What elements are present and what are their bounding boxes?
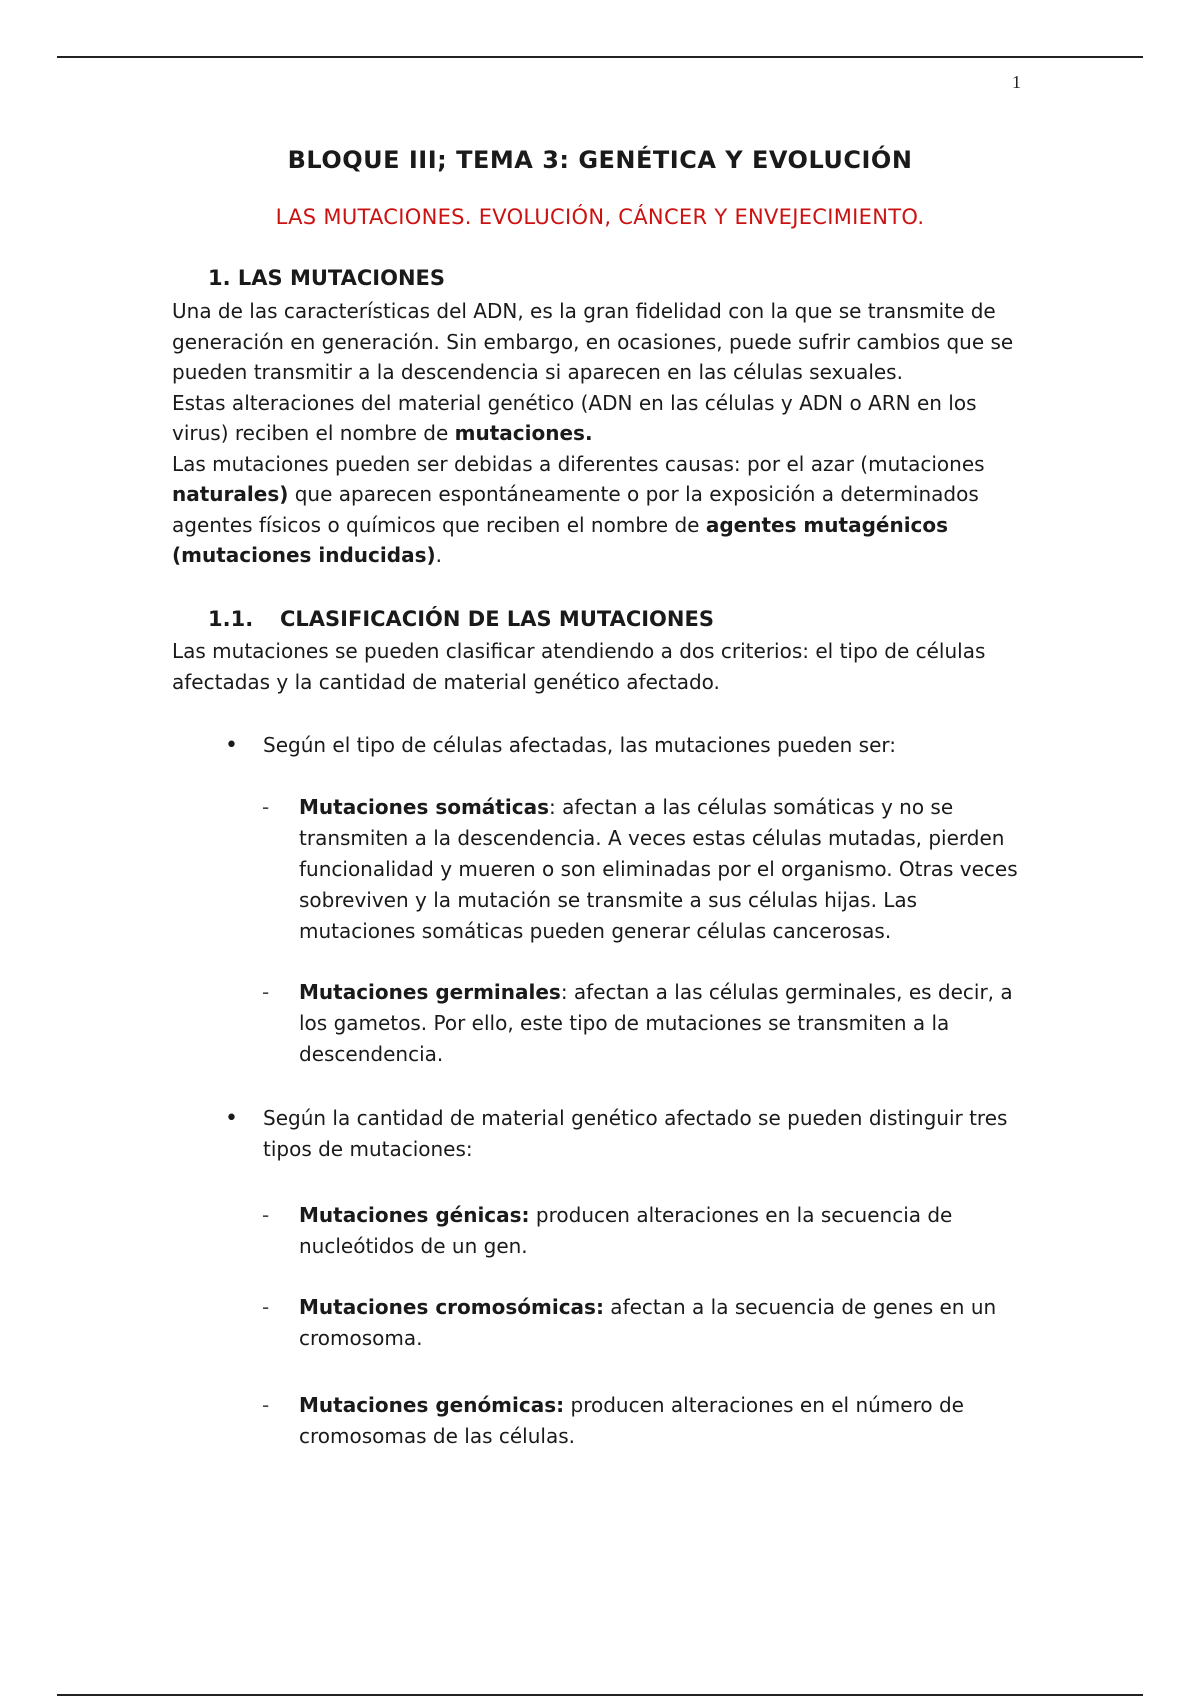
list-item-genomicas: - Mutaciones genómicas: producen alteraciones en el número de cromosomas de las células.: [262, 1390, 1032, 1452]
page-number: 1: [1012, 72, 1021, 92]
footer-rule: [57, 1694, 1143, 1696]
dash-icon: -: [262, 980, 270, 1004]
subsection-heading-clasificacion: 1.1. CLASIFICACIÓN DE LAS MUTACIONES: [208, 607, 714, 631]
list-item-somaticas: - Mutaciones somáticas: afectan a las células somáticas y no se transmiten a la descendencia. A veces estas células mutadas, pierden funcionalidad y mueren o son eliminadas por el organismo. Otras veces sobreviven y la mutación se transmite a sus células hijas. Las mutaciones somáticas pueden generar células cancerosas.: [262, 792, 1032, 947]
bullet-icon: •: [225, 1106, 238, 1131]
list-item-cromosomicas: - Mutaciones cromosómicas: afectan a la secuencia de genes en un cromosoma.: [262, 1292, 1032, 1354]
list-item: • Según la cantidad de material genético afectado se pueden distinguir tres tipos de mutaciones:: [225, 1103, 1035, 1165]
paragraph-causas: Las mutaciones pueden ser debidas a diferentes causas: por el azar (mutaciones naturales) que aparecen espontáneamente o por la exposición a determinados agentes físicos o químicos que reciben el nombre de agentes mutagénicos (mutaciones inducidas).: [172, 451, 985, 567]
section-heading-mutaciones: 1. LAS MUTACIONES: [208, 266, 445, 290]
header-rule: [57, 56, 1143, 58]
intro-paragraphs: [172, 296, 1032, 571]
bullet-icon: •: [225, 733, 238, 758]
dash-icon: -: [262, 795, 270, 819]
list-item-genicas: - Mutaciones génicas: producen alteraciones en la secuencia de nucleótidos de un gen.: [262, 1200, 1032, 1262]
paragraph-definicion: Estas alteraciones del material genético (ADN en las células y ADN o ARN en los virus) reciben el nombre de mutaciones.: [172, 390, 977, 445]
dash-icon: -: [262, 1203, 270, 1227]
document-subtitle: LAS MUTACIONES. EVOLUCIÓN, CÁNCER Y ENVEJECIMIENTO.: [275, 205, 925, 229]
dash-icon: -: [262, 1295, 270, 1319]
paragraph-clasificacion: Las mutaciones se pueden clasificar atendiendo a dos criterios: el tipo de células afectadas y la cantidad de material genético afectado.: [172, 639, 986, 694]
dash-icon: -: [262, 1393, 270, 1417]
paragraph-fidelidad: Una de las características del ADN, es la gran fidelidad con la que se transmite de generación en generación. Sin embargo, en ocasiones, puede sufrir cambios que se pueden transmitir a la descendencia si aparecen en las células sexuales.: [172, 299, 1014, 384]
list-item: • Según el tipo de células afectadas, las mutaciones pueden ser:: [225, 730, 1035, 761]
document-title: BLOQUE III; TEMA 3: GENÉTICA Y EVOLUCIÓN: [287, 146, 913, 174]
list-item-germinales: - Mutaciones germinales: afectan a las células germinales, es decir, a los gametos. Por ello, este tipo de mutaciones se transmiten a la descendencia.: [262, 977, 1032, 1070]
